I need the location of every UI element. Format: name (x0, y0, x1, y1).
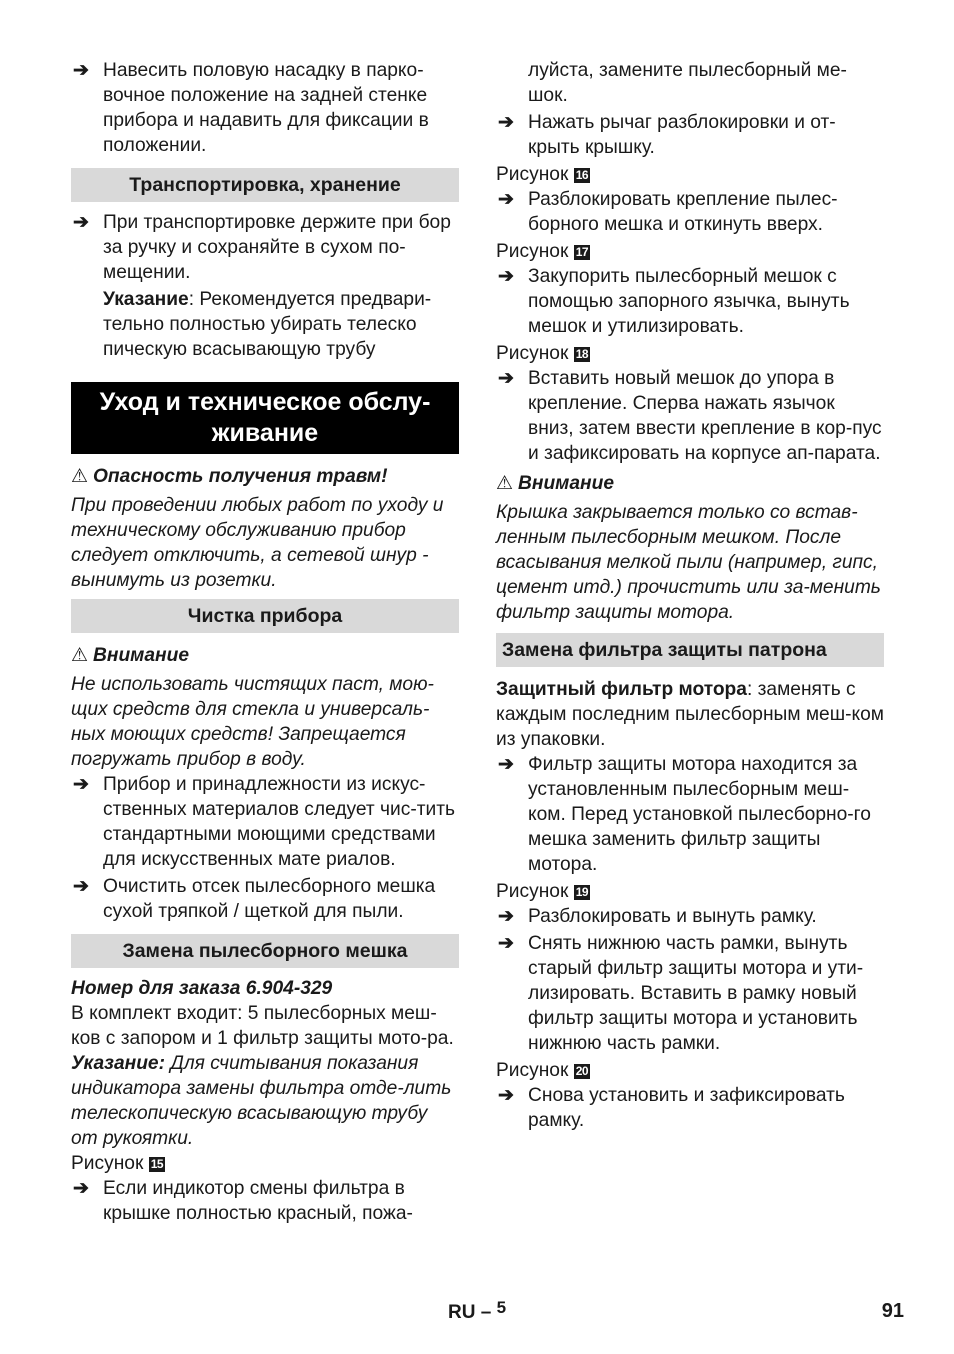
warning-title: ⚠ Опасность получения травм! (71, 466, 388, 487)
figure-reference: Рисунок 20 (496, 1060, 589, 1081)
instruction-item: ➔ При транспортировке держите при бор за ручку и сохраняйте в сухом по-мещении. (73, 212, 451, 283)
instruction-item: ➔ Очистить отсек пылесборного мешка сухой тряпкой / щеткой для пыли. (73, 876, 436, 922)
section-heading-cleaning: Чистка прибора (71, 599, 459, 633)
arrow-right-icon: ➔ (498, 189, 514, 210)
figure-reference: Рисунок 15 (71, 1153, 164, 1174)
arrow-right-icon: ➔ (73, 212, 89, 233)
arrow-right-icon: ➔ (498, 1085, 514, 1106)
instruction-item: ➔ Закупорить пылесборный мешок с помощью запорного язычка, вынуть мешок и утилизировать. (498, 266, 850, 337)
warning-triangle-icon: ⚠ (71, 466, 89, 487)
instruction-item: ➔ Вставить новый мешок до упора в крепление. Сперва нажать язычок вниз, затем ввести крепление в кор-пус и зафиксировать на корпусе ап-парата. (498, 368, 882, 464)
warning-text: При проведении любых работ по уходу и техническому обслуживанию прибор следует отключить, а сетевой шнур - вынимуть из розетки. (71, 495, 444, 591)
figure-number-badge: 17 (575, 245, 589, 259)
figure-number-badge: 19 (575, 885, 589, 899)
arrow-right-icon: ➔ (498, 933, 514, 954)
kit-contents: В комплект входит: 5 пылесборных меш-ков с запором и 1 фильтр защиты мото-ра. (71, 1003, 454, 1049)
instruction-item: ➔ Снова установить и зафиксировать рамку. (498, 1085, 845, 1131)
order-number: Номер для заказа 6.904-329 (71, 978, 333, 999)
arrow-right-icon: ➔ (73, 774, 89, 795)
arrow-right-icon: ➔ (73, 876, 89, 897)
warning-text: Не использовать чистящих паст, мою-щих средств для стекла и универсаль-ных моющих средств! Запрещается погружать прибор в воду. (71, 674, 434, 770)
instruction-item: ➔ Прибор и принадлежности из искус-ственных материалов следует чис-тить стандартными моющими средствами для искусственных мате риалов. (73, 774, 456, 870)
warning-text: Крышка закрывается только со встав-ленным пылесборным мешком. После всасывания мелкой пыли (например, гипс, цемент итд.) прочистить или за-менить фильтр защиты мотора. (496, 502, 881, 623)
instruction-item: ➔ Разблокировать крепление пылес-борного мешка и откинуть вверх. (498, 189, 838, 235)
arrow-right-icon: ➔ (73, 60, 89, 81)
right-column (496, 58, 884, 1133)
arrow-right-icon: ➔ (498, 754, 514, 775)
instruction-item: ➔ Снять нижнюю часть рамки, вынуть старый фильтр защиты мотора и ути-лизировать. Вставить в рамку новый фильтр защиты мотора и установить нижнюю часть рамки. (498, 933, 864, 1054)
section-heading-bag: Замена пылесборного мешка (71, 934, 459, 968)
arrow-right-icon: ➔ (498, 112, 514, 133)
section-heading-transport: Транспортировка, хранение (71, 168, 459, 202)
section-heading-filter: Замена фильтра защиты патрона (496, 633, 884, 667)
filter-note: Защитный фильтр мотора: заменять с каждым последним пылесборным меш-ком из упаковки. (496, 679, 884, 750)
chapter-heading: Уход и техническое обслу-живание (71, 382, 459, 454)
instruction-item: ➔ Нажать рычаг разблокировки и от-крыть крышку. (498, 112, 836, 158)
instruction-item: ➔ Разблокировать и вынуть рамку. (498, 906, 817, 927)
page-number: 91 (881, 1300, 904, 1322)
figure-reference: Рисунок 18 (496, 343, 589, 364)
warning-triangle-icon: ⚠ (496, 473, 514, 494)
instruction-continued: луйста, замените пылесборный ме-шок. (528, 60, 847, 106)
figure-reference: Рисунок 17 (496, 241, 589, 262)
figure-number-badge: 16 (575, 168, 589, 182)
arrow-right-icon: ➔ (498, 368, 514, 389)
note-paragraph: Указание: Рекомендуется предвари-тельно полностью убирать телеско пическую всасывающую трубу (103, 289, 432, 360)
note-paragraph: Указание: Для считывания показания индикатора замены фильтра отде-лить телескопическую всасывающую трубу от рукоятки. (71, 1053, 452, 1149)
figure-number-badge: 18 (575, 347, 589, 361)
warning-title: ⚠ Внимание (71, 645, 190, 666)
figure-reference: Рисунок 16 (496, 164, 589, 185)
instruction-item: ➔ Если индикотор смены фильтра в крышке полностью красный, пожа- (73, 1178, 413, 1224)
arrow-right-icon: ➔ (498, 906, 514, 927)
instruction-item: ➔ Фильтр защиты мотора находится за установленным пылесборным меш-ком. Перед установкой пылесборно-го мешка заменить фильтр защиты мотора. (498, 754, 871, 875)
warning-title: ⚠ Внимание (496, 473, 615, 494)
instruction-item: ➔ Навесить половую насадку в парко-вочное положение на задней стенке прибора и надавить для фиксации в положении. (73, 60, 429, 156)
footer-section-label: RU – 5 (448, 1298, 507, 1323)
arrow-right-icon: ➔ (498, 266, 514, 287)
figure-reference: Рисунок 19 (496, 881, 589, 902)
warning-triangle-icon: ⚠ (71, 645, 89, 666)
figure-number-badge: 20 (575, 1064, 589, 1078)
arrow-right-icon: ➔ (73, 1178, 89, 1199)
left-column (71, 58, 459, 1226)
figure-number-badge: 15 (150, 1157, 164, 1171)
